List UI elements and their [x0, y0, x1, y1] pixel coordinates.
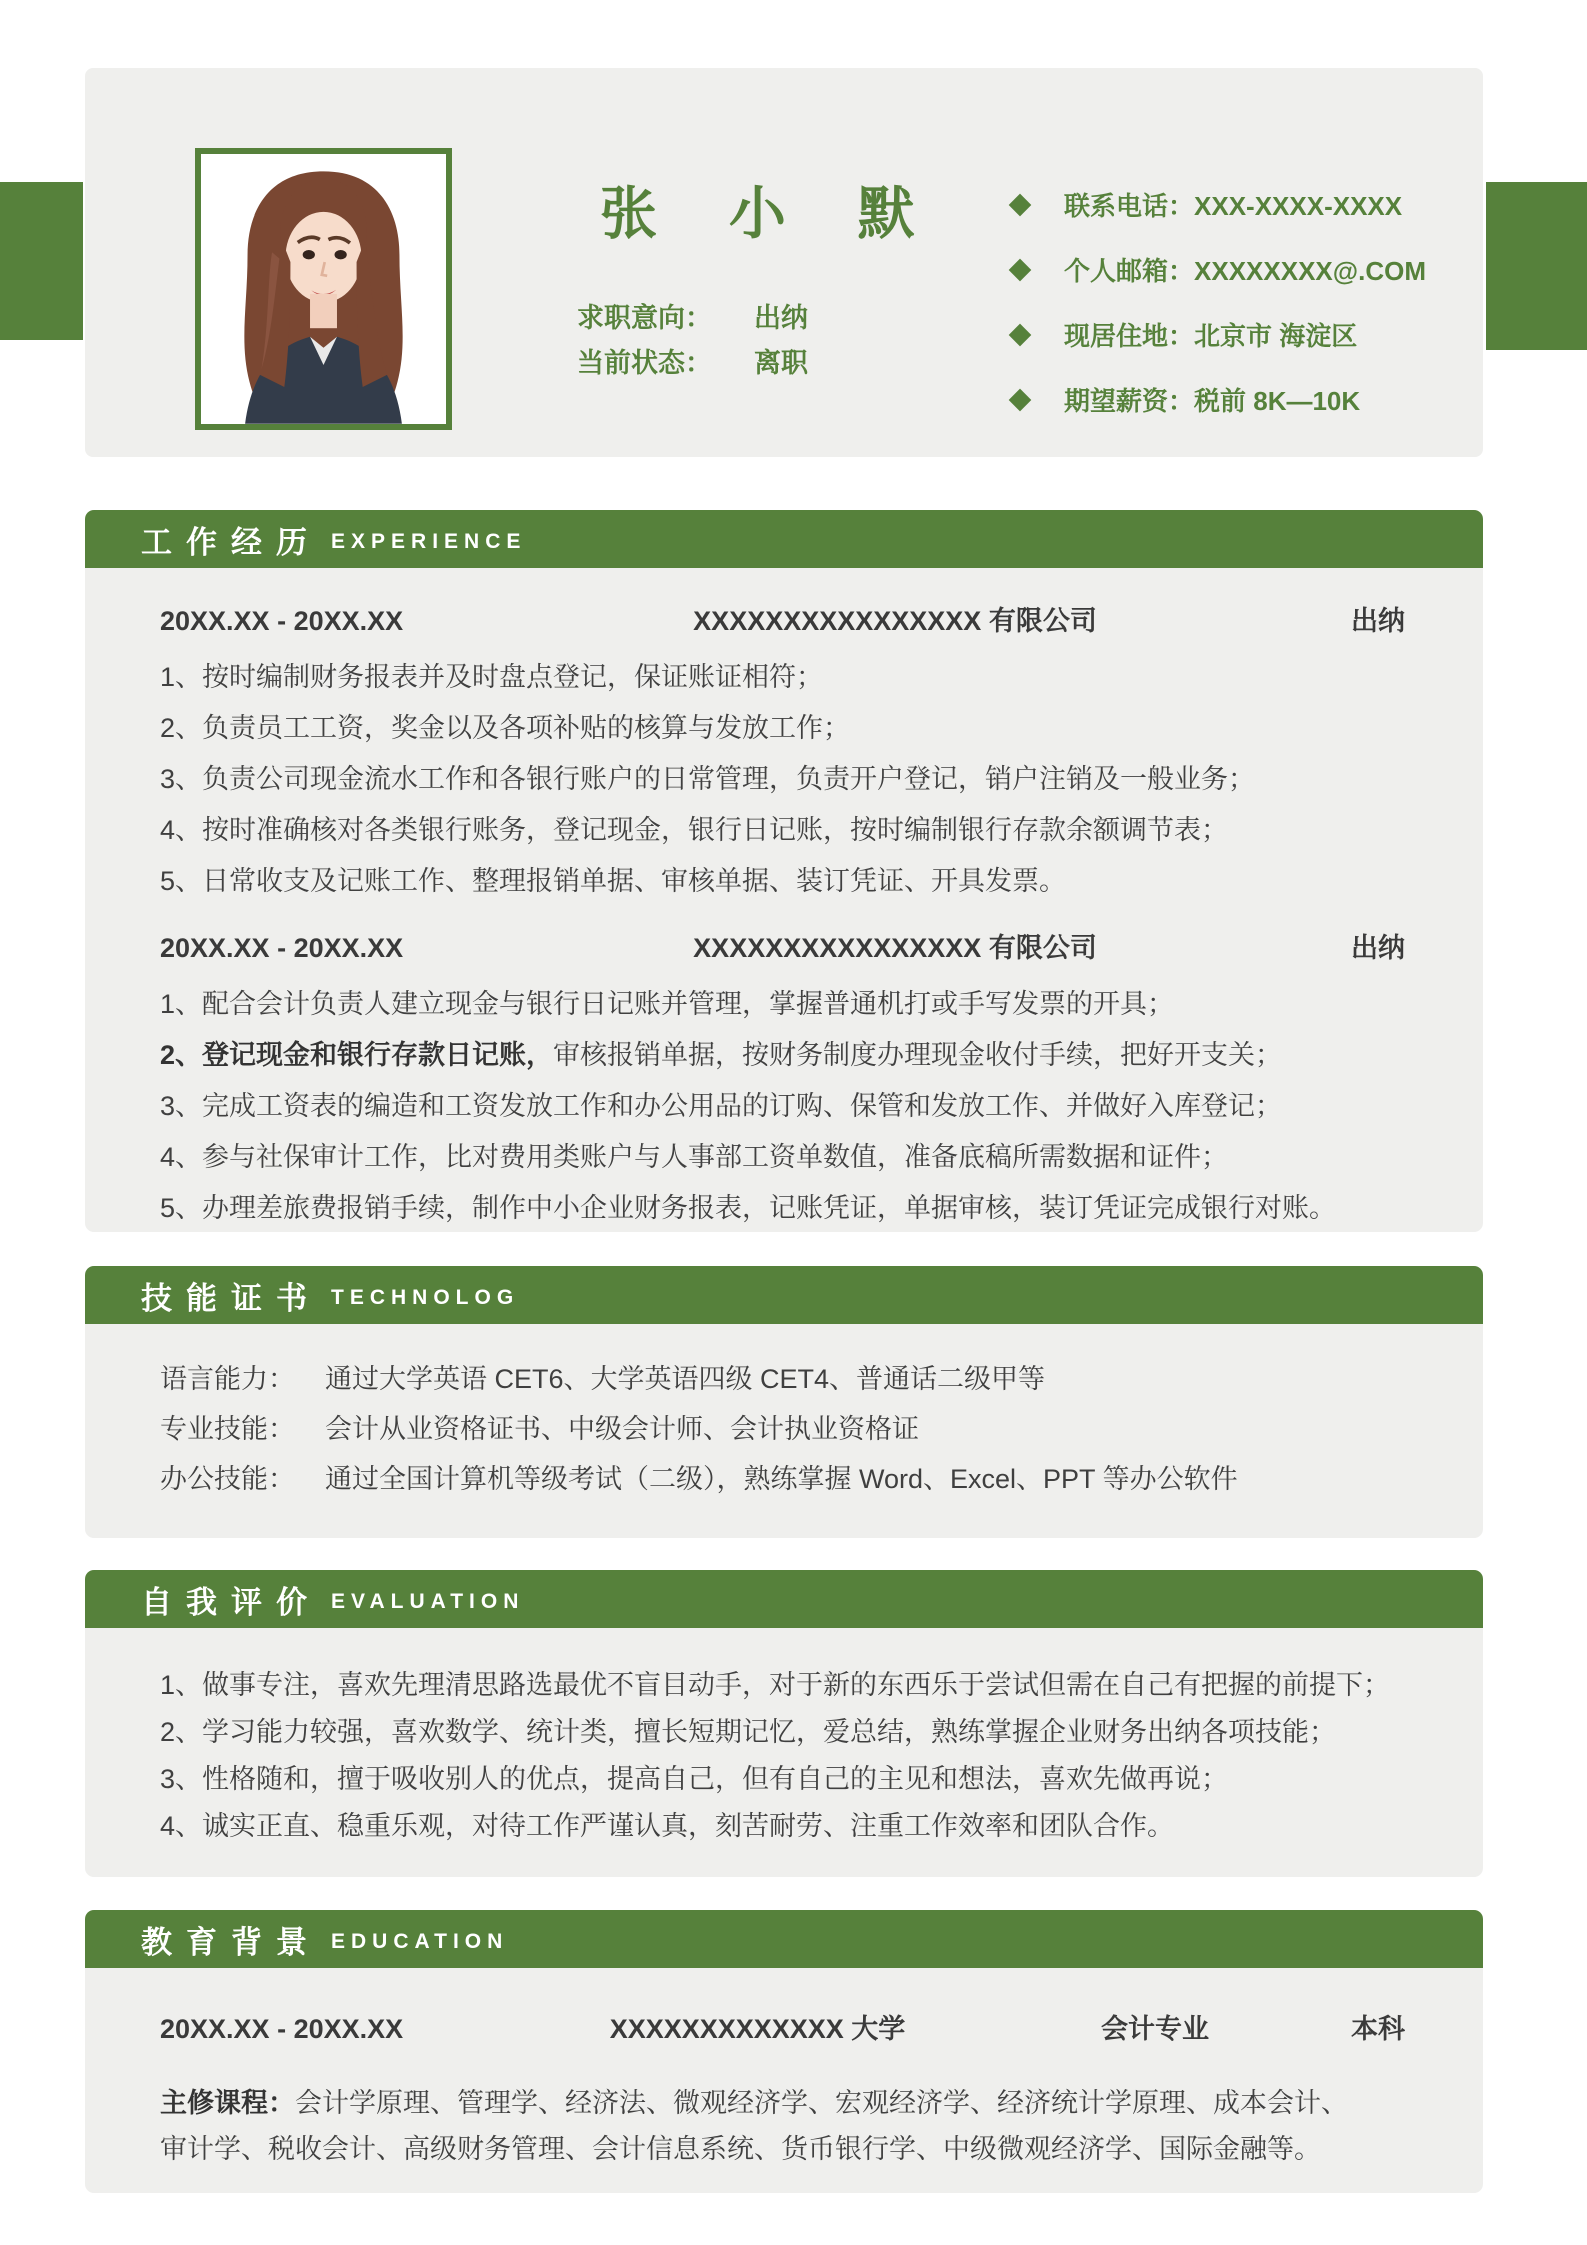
skills-title-cn: 技能证书 — [141, 1280, 321, 1316]
diamond-bullet-icon — [1009, 258, 1032, 281]
job2-company: XXXXXXXXXXXXXXXX 有限公司 — [693, 933, 1097, 963]
email-value: XXXXXXXX@.COM — [1194, 256, 1426, 286]
evaluation-title-cn: 自我评价 — [141, 1584, 321, 1620]
major-courses — [160, 2080, 1405, 2172]
experience-title-cn: 工作经历 — [141, 524, 321, 560]
job2-bullet-2-bold: 2、登记现金和银行存款日记账， — [160, 1040, 554, 1070]
current-status-row — [577, 341, 808, 386]
contact-row-address — [1012, 302, 1426, 367]
current-status-label: 当前状态： — [577, 348, 712, 378]
courses-text-1: 会计学原理、管理学、经济法、微观经济学、宏观经济学、经济统计学原理、成本会计、 — [295, 2088, 1348, 2118]
experience-body — [85, 568, 1483, 1232]
job2-period: 20XX.XX - 20XX.XX — [160, 933, 404, 963]
evaluation-title-en: EVALUATION — [331, 1590, 525, 1613]
office-skill-label: 办公技能： — [160, 1464, 295, 1494]
skill-row-language — [160, 1354, 1405, 1404]
woman-portrait-illustration — [201, 154, 446, 424]
header-card — [85, 68, 1483, 457]
job-intent-value: 出纳 — [754, 303, 808, 333]
job2-bullet-4: 4、参与社保审计工作，比对费用类账户与人事部工资单数值，准备底稿所需数据和证件； — [160, 1142, 1229, 1172]
courses-line-1 — [160, 2080, 1405, 2126]
job1-entry-row — [160, 604, 1405, 638]
current-status-value: 离职 — [754, 348, 808, 378]
courses-line-2: 审计学、税收会计、高级财务管理、会计信息系统、货币银行学、中级微观经济学、国际金融等。 — [160, 2134, 1321, 2164]
diamond-bullet-icon — [1009, 193, 1032, 216]
evaluation-body — [85, 1628, 1483, 1877]
job2-entry-row — [160, 931, 1405, 965]
education-title-en: EDUCATION — [331, 1930, 509, 1953]
job1-bullet-3: 3、负责公司现金流水工作和各银行账户的日常管理，负责开户登记，销户注销及一般业务； — [160, 764, 1256, 794]
job1-bullet-5: 5、日常收支及记账工作、整理报销单据、审核单据、装订凭证、开具发票。 — [160, 866, 1067, 896]
job2-position: 出纳 — [1351, 933, 1405, 963]
left-accent-bar — [0, 182, 83, 340]
job1-position: 出纳 — [1351, 606, 1405, 636]
job1-bullets — [160, 652, 1405, 907]
job2-bullets — [160, 979, 1405, 1234]
evaluation-bullet-1: 1、做事专注，喜欢先理清思路选最优不盲目动手，对于新的东西乐于尝试但需在自己有把握的前提下； — [160, 1670, 1391, 1700]
phone-label: 联系电话： — [1064, 191, 1195, 221]
education-school: XXXXXXXXXXXXX 大学 — [609, 2014, 906, 2044]
professional-skill-label: 专业技能： — [160, 1414, 295, 1444]
education-degree: 本科 — [1351, 2014, 1405, 2044]
courses-label: 主修课程： — [160, 2088, 295, 2118]
job1-period: 20XX.XX - 20XX.XX — [160, 606, 404, 636]
right-accent-bar — [1486, 182, 1587, 350]
education-body — [85, 1968, 1483, 2193]
experience-section-header — [85, 510, 1483, 568]
office-skill-value: 通过全国计算机等级考试（二级），熟练掌握 Word、Excel、PPT 等办公软件 — [325, 1464, 1238, 1494]
education-major: 会计专业 — [1101, 2014, 1209, 2044]
contact-row-phone — [1012, 172, 1426, 237]
contact-row-email — [1012, 237, 1426, 302]
diamond-bullet-icon — [1009, 388, 1032, 411]
skills-title-en: TECHNOLOG — [331, 1286, 520, 1309]
skills-section-header — [85, 1266, 1483, 1324]
salary-value: 税前 8K—10K — [1194, 386, 1361, 416]
job2-bullet-5: 5、办理差旅费报销手续，制作中小企业财务报表，记账凭证，单据审核，装订凭证完成银行对账。 — [160, 1193, 1337, 1223]
evaluation-bullet-4: 4、诚实正直、稳重乐观，对待工作严谨认真，刻苦耐劳、注重工作效率和团队合作。 — [160, 1811, 1175, 1841]
language-skill-label: 语言能力： — [160, 1364, 295, 1394]
profile-photo — [195, 148, 452, 430]
contact-row-salary — [1012, 367, 1426, 432]
job1-company: XXXXXXXXXXXXXXXX 有限公司 — [693, 606, 1097, 636]
evaluation-section-header — [85, 1570, 1483, 1628]
section-evaluation — [85, 1570, 1483, 1877]
experience-title-en: EXPERIENCE — [331, 530, 527, 553]
skill-row-professional — [160, 1404, 1405, 1454]
section-education — [85, 1910, 1483, 2193]
job2-bullet-2 — [160, 1030, 1405, 1081]
professional-skill-value: 会计从业资格证书、中级会计师、会计执业资格证 — [325, 1414, 919, 1444]
section-experience — [85, 510, 1483, 1232]
job-intent-label: 求职意向： — [577, 303, 712, 333]
salary-label: 期望薪资： — [1064, 386, 1195, 416]
skills-body — [85, 1324, 1483, 1538]
education-period: 20XX.XX - 20XX.XX — [160, 2014, 404, 2044]
job-intent-row — [577, 296, 808, 341]
job2-bullet-2-rest: 审核报销单据，按财务制度办理现金收付手续，把好开支关； — [553, 1040, 1283, 1070]
language-skill-value: 通过大学英语 CET6、大学英语四级 CET4、普通话二级甲等 — [325, 1364, 1046, 1394]
contact-list — [1012, 172, 1426, 432]
phone-value: XXX-XXXX-XXXX — [1194, 191, 1403, 221]
email-label: 个人邮箱： — [1064, 256, 1195, 286]
education-title-cn: 教育背景 — [141, 1924, 321, 1960]
job1-bullet-2: 2、负责员工工资，奖金以及各项补贴的核算与发放工作； — [160, 713, 851, 743]
job1-bullet-1: 1、按时编制财务报表并及时盘点登记，保证账证相符； — [160, 662, 824, 692]
candidate-name: 张 小 默 — [600, 182, 943, 246]
education-entry-row — [160, 2012, 1405, 2046]
skill-row-office — [160, 1454, 1405, 1504]
job1-bullet-4: 4、按时准确核对各类银行账务，登记现金，银行日记账，按时编制银行存款余额调节表； — [160, 815, 1229, 845]
job2-bullet-3: 3、完成工资表的编造和工资发放工作和办公用品的订购、保管和发放工作、并做好入库登记； — [160, 1091, 1283, 1121]
address-value: 北京市 海淀区 — [1194, 321, 1358, 351]
job2-bullet-1: 1、配合会计负责人建立现金与银行日记账并管理，掌握普通机打或手写发票的开具； — [160, 989, 1175, 1019]
section-skills — [85, 1266, 1483, 1538]
diamond-bullet-icon — [1009, 323, 1032, 346]
address-label: 现居住地： — [1064, 321, 1195, 351]
evaluation-bullet-3: 3、性格随和，擅于吸收别人的优点，提高自己，但有自己的主见和想法，喜欢先做再说； — [160, 1764, 1229, 1794]
evaluation-bullet-2: 2、学习能力较强，喜欢数学、统计类，擅长短期记忆，爱总结，熟练掌握企业财务出纳各项技能； — [160, 1717, 1337, 1747]
education-section-header — [85, 1910, 1483, 1968]
intent-block — [577, 296, 808, 386]
